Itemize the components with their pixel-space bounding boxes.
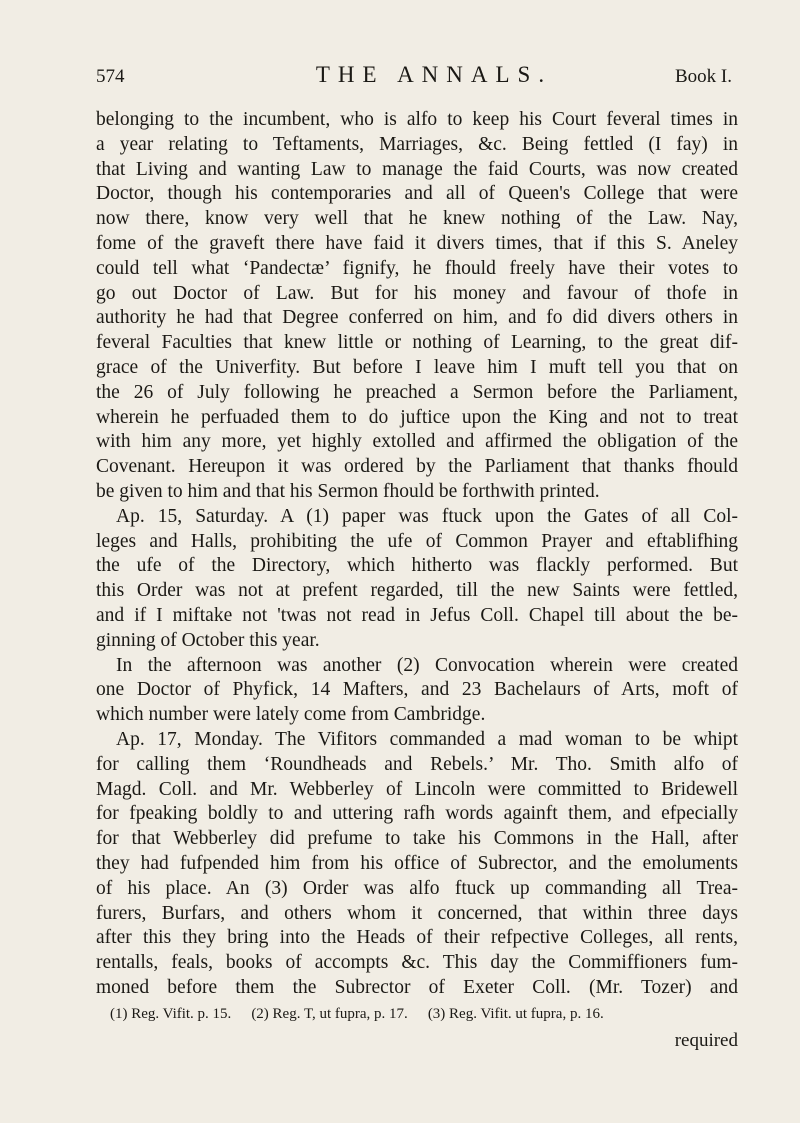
text-line: leges and Halls, prohibiting the ufe of Common Prayer and eftablifhing xyxy=(96,530,738,552)
text-line: wherein he perfuaded them to do juftice upon the King and not to treat xyxy=(96,406,738,428)
text-line: they had fufpended him from his office of Subrector, and the emoluments xyxy=(96,852,738,874)
text-line: the ufe of the Directory, which hitherto was flackly performed. But xyxy=(96,555,738,577)
text-line: furers, Burfars, and others whom it concerned, that within three days xyxy=(96,902,738,924)
text-line: Magd. Coll. and Mr. Webberley of Lincoln were committed to Bridewell xyxy=(96,778,738,800)
catchword: required xyxy=(674,1030,738,1051)
text-line: one Doctor of Phyfick, 14 Mafters, and 23 Bachelaurs of Arts, moft of xyxy=(96,679,738,701)
text-line: and if I miftake not 'twas not read in Jefus Coll. Chapel till about the be- xyxy=(96,604,738,626)
text-line: Ap. 17, Monday. The Vifitors commanded a mad woman to be whipt xyxy=(116,728,738,750)
text-line: with him any more, yet highly extolled and affirmed the obligation of the xyxy=(96,431,738,453)
text-line: this Order was not at prefent regarded, till the new Saints were fettled, xyxy=(96,580,738,602)
footnote: (2) Reg. T, ut fupra, p. 17. xyxy=(251,1006,408,1022)
text-line: grace of the Univerfity. But before I leave him I muft tell you that on xyxy=(96,356,738,378)
text-line: feveral Faculties that knew little or nothing of Learning, to the great dif- xyxy=(96,332,738,354)
text-line: for calling them ‘Roundheads and Rebels.’ Mr. Tho. Smith alfo of xyxy=(96,753,738,775)
text-line: Ap. 15, Saturday. A (1) paper was ftuck upon the Gates of all Col- xyxy=(116,505,738,527)
text-line: for that Webberley did prefume to take his Commons in the Hall, after xyxy=(96,828,738,850)
text-line: belonging to the incumbent, who is alfo to keep his Court feveral times in xyxy=(96,109,738,130)
running-header xyxy=(96,62,732,96)
text-line: rentalls, feals, books of accompts &c. This day the Commiffioners fum- xyxy=(96,952,738,974)
text-line: a year relating to Teftaments, Marriages, &c. Being fettled (I fay) in xyxy=(96,133,738,155)
text-line: moned before them the Subrector of Exeter Coll. (Mr. Tozer) and xyxy=(96,976,738,998)
text-line: now there, know very well that he knew nothing of the Law. Nay, xyxy=(96,208,738,230)
footnote: (1) Reg. Vifit. p. 15. xyxy=(110,1006,232,1022)
text-line: of his place. An (3) Order was alfo ftuck up commanding all Trea- xyxy=(96,877,738,899)
footnotes xyxy=(110,1006,738,1023)
text-line: for fpeaking boldly to and uttering rafh words againft them, and efpecially xyxy=(96,803,738,825)
text-line: go out Doctor of Law. But for his money and favour of thofe in xyxy=(96,282,738,304)
text-line: after this they bring into the Heads of their refpective Colleges, all rents, xyxy=(96,927,738,949)
text-line: could tell what ‘Pandectæ’ fignify, he fhould freely have their votes to xyxy=(96,257,738,279)
text-line: the 26 of July following he preached a Sermon before the Parliament, xyxy=(96,381,738,403)
page-number: 574 xyxy=(96,66,125,87)
text-line: In the afternoon was another (2) Convocation wherein were created xyxy=(116,654,738,676)
text-line: ginning of October this year. xyxy=(96,629,320,651)
text-line: fome of the graveft there have faid it divers times, that if this S. Aneley xyxy=(96,232,738,254)
text-line: be given to him and that his Sermon fhould be forthwith printed. xyxy=(96,480,600,502)
text-line: authority he had that Degree conferred on him, and fo did divers others in xyxy=(96,307,738,329)
text-line: Doctor, though his contemporaries and all of Queen's College that were xyxy=(96,183,738,205)
text-line: which number were lately come from Cambridge. xyxy=(96,704,486,726)
footnote: (3) Reg. Vifit. ut fupra, p. 16. xyxy=(427,1006,604,1022)
text-line: that Living and wanting Law to manage the faid Courts, was now created xyxy=(96,158,738,180)
book-label: Book I. xyxy=(675,66,732,87)
running-title: THE ANNALS. xyxy=(315,62,553,87)
body-text xyxy=(96,108,738,1001)
text-line: Covenant. Hereupon it was ordered by the Parliament that thanks fhould xyxy=(96,456,738,478)
